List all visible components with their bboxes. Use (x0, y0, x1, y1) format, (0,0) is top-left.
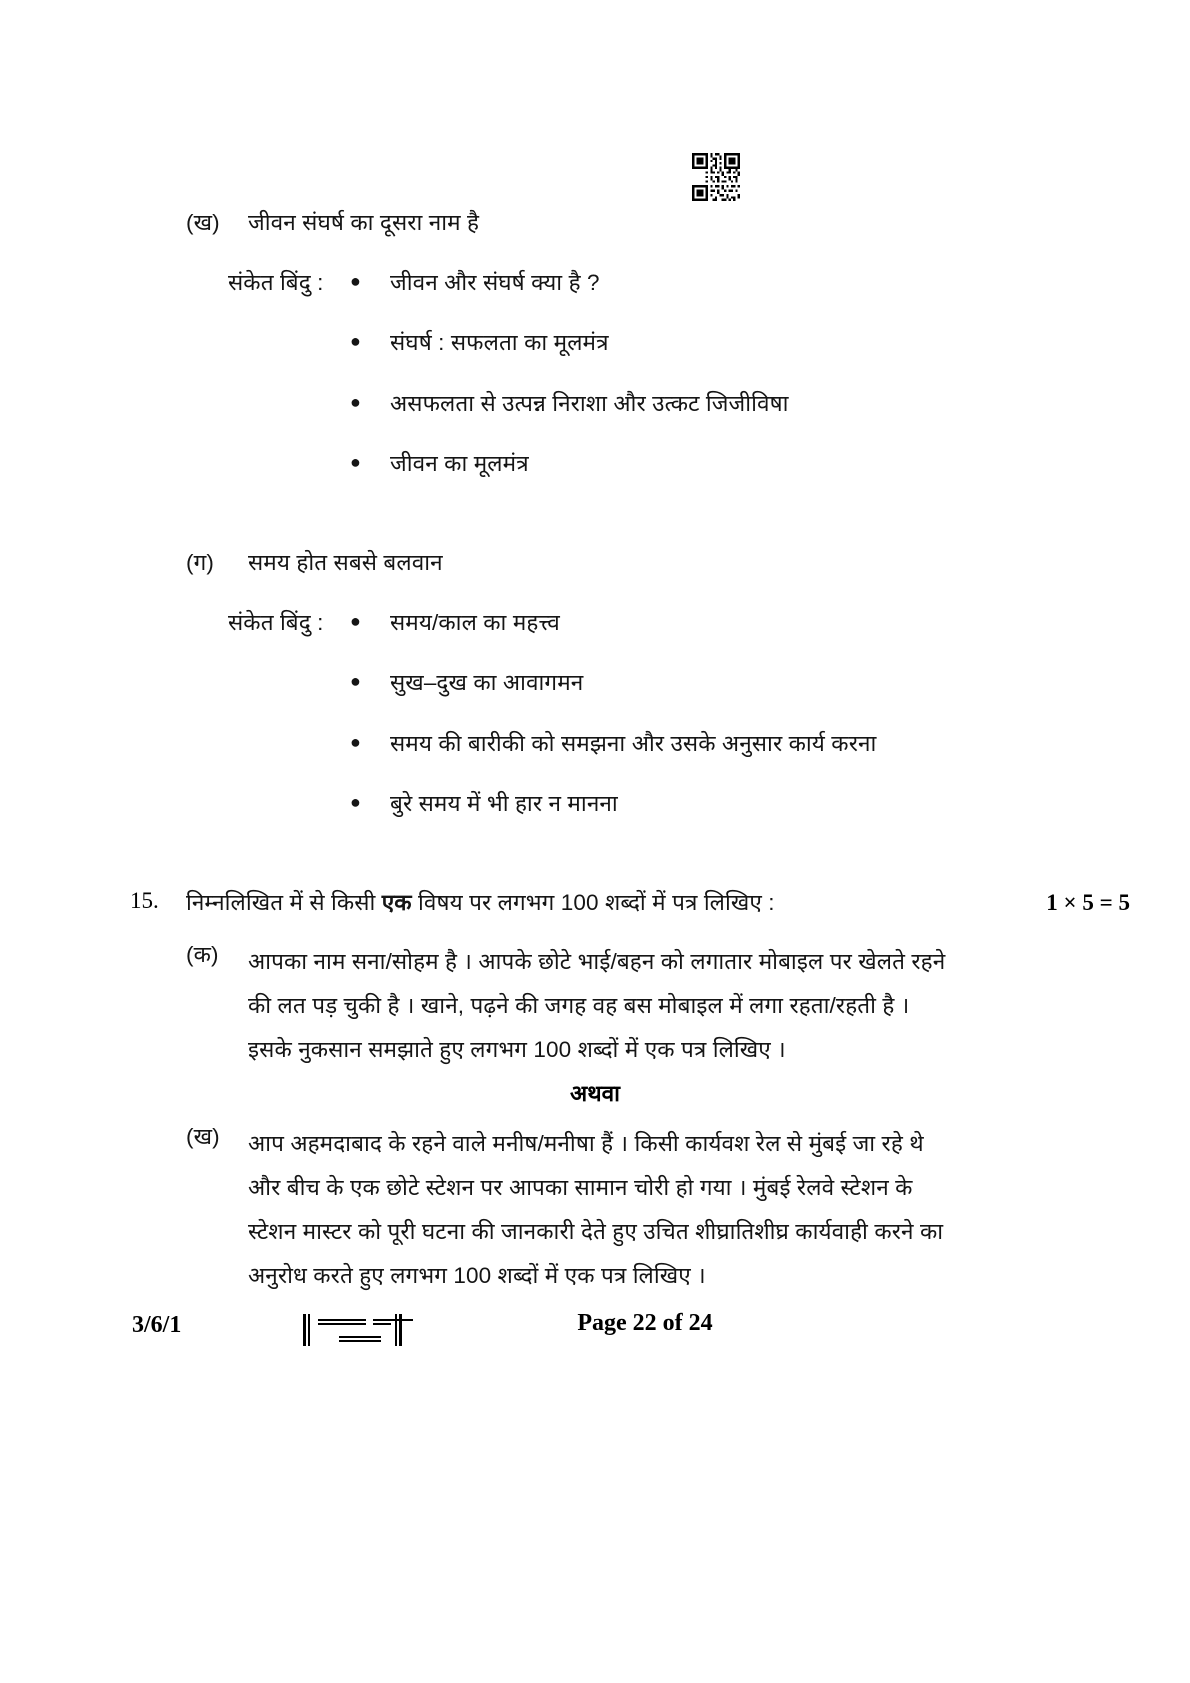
bullet-icon: ● (350, 731, 361, 752)
stem-post: विषय पर लगभग 100 शब्दों में पत्र लिखिए : (411, 890, 775, 915)
hint-item (228, 668, 1128, 698)
hint-text: जीवन और संघर्ष क्या है ? (390, 270, 600, 295)
text-line: अनुरोध करते हुए लगभग 100 शब्दों में एक पत्र लिखिए । (248, 1262, 706, 1288)
hint-label: संकेत बिंदु : (228, 270, 324, 295)
hint-text: बुरे समय में भी हार न मानना (390, 791, 618, 817)
bullet-icon: ● (350, 792, 361, 813)
text-line: आप अहमदाबाद के रहने वाले मनीष/मनीषा हैं । किसी कार्यवश रेल से मुंबई जा रहे थे (248, 1131, 924, 1156)
question-14-part-b (186, 208, 1126, 238)
part-b-text (248, 1122, 1134, 1298)
bullet-icon: ● (350, 271, 361, 291)
part-label-b: (ख) (186, 1124, 220, 1149)
text-line: की लत पड़ चुकी है । खाने, पढ़ने की जगह वह बस मोबाइल में लगा रहता/रहती है । (248, 992, 910, 1018)
page-number-label: Page 22 of 24 (577, 1310, 713, 1336)
hint-item (228, 389, 1128, 419)
bullet-icon: ● (350, 671, 361, 692)
question-15-marks: 1 × 5 = 5 (1046, 890, 1130, 915)
bullet-icon: ● (350, 331, 361, 352)
paper-code: 3/6/1 (132, 1312, 182, 1338)
qr-code-icon (692, 153, 740, 201)
bullet-icon: ● (350, 391, 361, 412)
question-15-stem (186, 888, 775, 918)
hint-item (228, 729, 1128, 759)
question-15-part-b (186, 1122, 1134, 1298)
part-a-text (248, 940, 1134, 1072)
part-b-hint-list (228, 268, 1128, 480)
question-14-part-c (186, 548, 1126, 578)
text-line: आपका नाम सना/सोहम है । आपके छोटे भाई/बहन को लगातार मोबाइल पर खेलते रहने (248, 949, 946, 974)
hint-item (228, 328, 1128, 358)
hint-item (228, 268, 1128, 298)
part-label-a: (क) (186, 942, 219, 967)
hint-text: समय/काल का महत्त्व (390, 610, 560, 635)
hint-label: संकेत बिंदु : (228, 610, 324, 635)
hint-item (228, 608, 1128, 638)
barcode-icon (295, 1308, 413, 1352)
hint-text: सुख–दुख का आवागमन (390, 670, 584, 696)
or-divider: अथवा (570, 1081, 620, 1106)
text-line: स्टेशन मास्टर को पूरी घटना की जानकारी देते हुए उचित शीघ्रातिशीघ्र कार्यवाही करने का (248, 1218, 944, 1244)
part-label-c: (ग) (186, 550, 214, 575)
hint-item (228, 449, 1128, 479)
hint-text: समय की बारीकी को समझना और उसके अनुसार कार्य करना (390, 730, 877, 756)
stem-emphasis: एक (381, 890, 412, 915)
hint-text: जीवन का मूलमंत्र (390, 451, 529, 477)
question-15-header (130, 888, 1130, 918)
hint-item (228, 789, 1128, 819)
bullet-icon: ● (350, 452, 361, 473)
hint-text: असफलता से उत्पन्न निराशा और उत्कट जिजीविषा (390, 390, 789, 416)
text-line: और बीच के एक छोटे स्टेशन पर आपका सामान चोरी हो गया । मुंबई रेलवे स्टेशन के (248, 1174, 913, 1200)
bullet-icon: ● (350, 611, 361, 631)
part-c-hint-list (228, 608, 1128, 820)
question-15-part-a (186, 940, 1134, 1072)
text-line: इसके नुकसान समझाते हुए लगभग 100 शब्दों में एक पत्र लिखिए । (248, 1036, 786, 1062)
part-b-title: जीवन संघर्ष का दूसरा नाम है (248, 210, 480, 235)
page-footer (0, 1308, 1190, 1354)
question-15-number: 15. (130, 888, 159, 913)
part-label-b: (ख) (186, 210, 220, 235)
hint-text: संघर्ष : सफलता का मूलमंत्र (390, 330, 609, 356)
part-c-title: समय होत सबसे बलवान (248, 550, 443, 575)
stem-pre: निम्नलिखित में से किसी (186, 890, 382, 915)
